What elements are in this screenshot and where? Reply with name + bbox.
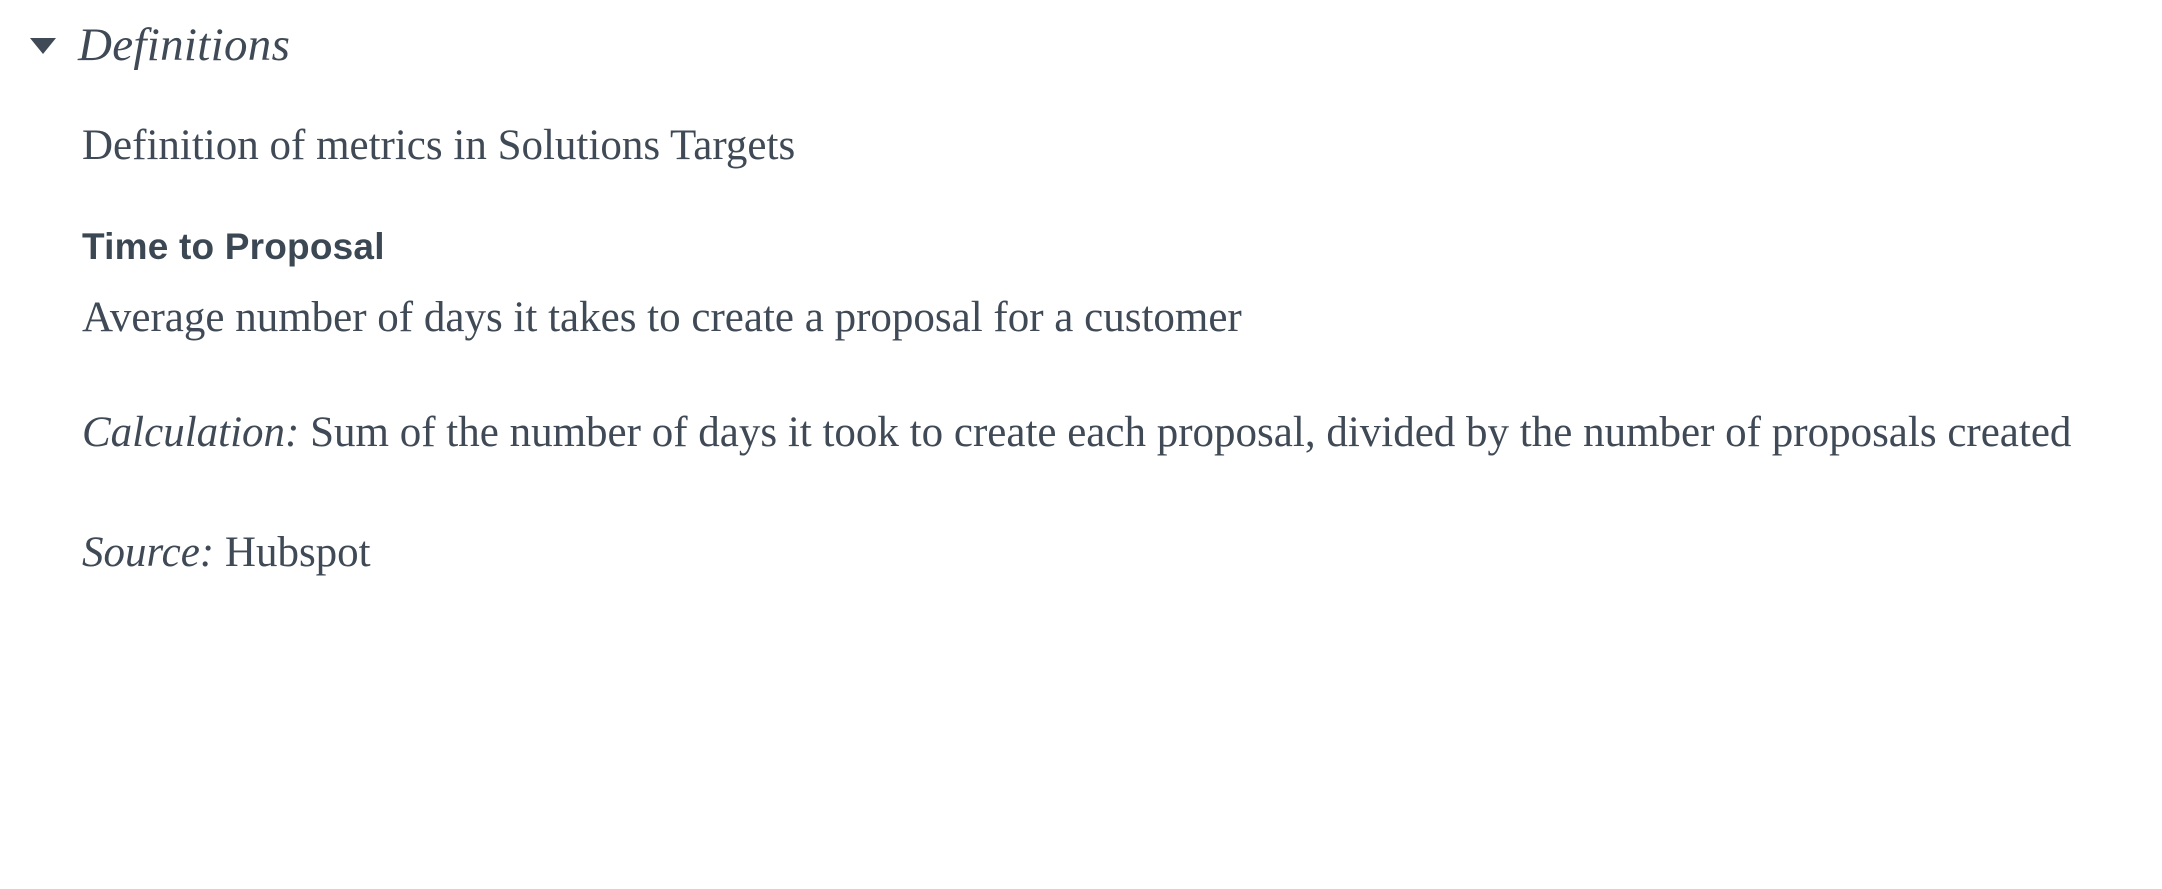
definitions-section-header[interactable]	[0, 0, 2162, 69]
definitions-lead-text: Definition of metrics in Solutions Targets	[82, 122, 796, 169]
metric-source	[82, 521, 2152, 585]
triangle-down-icon[interactable]	[30, 33, 56, 59]
source-value: Hubspot	[224, 528, 371, 576]
calculation-label: Calculation:	[82, 408, 300, 456]
definitions-content	[0, 119, 2162, 584]
metric-name-heading: Time to Proposal	[82, 225, 385, 267]
source-label: Source:	[82, 528, 215, 576]
metric-calculation	[82, 401, 2142, 465]
page-title: Definitions	[78, 19, 291, 71]
metric-description: Average number of days it takes to create a proposal for a customer	[82, 294, 1242, 342]
calculation-text: Sum of the number of days it took to create each proposal, divided by the number of proposals created	[310, 408, 2072, 456]
